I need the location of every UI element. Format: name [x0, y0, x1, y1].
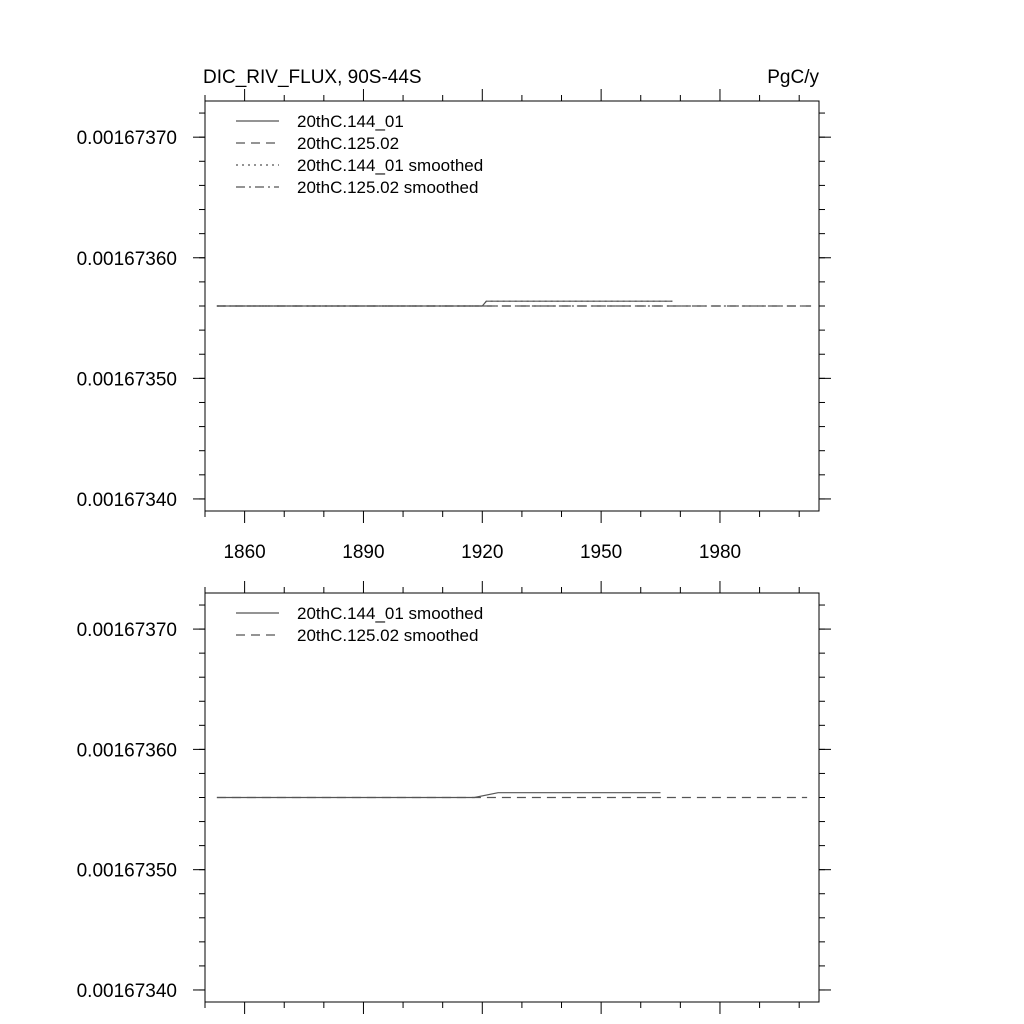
x-tick-label: 1980: [698, 542, 742, 563]
legend-label: 20thC.125.02 smoothed: [297, 626, 479, 645]
series-line-1: [217, 793, 661, 798]
y-tick-label: 0.00167360: [76, 740, 177, 762]
y-tick-label: 0.00167350: [76, 860, 177, 882]
series-line-3: [217, 301, 673, 306]
legend-label: 20thC.144_01: [297, 112, 404, 131]
x-tick-label: 1920: [461, 542, 504, 563]
x-tick-label: 1950: [579, 542, 623, 563]
x-tick-label: 1890: [342, 542, 385, 563]
legend-label: 20thC.144_01 smoothed: [297, 156, 484, 175]
units-label: PgC/y: [767, 67, 819, 88]
x-tick-label: 1860: [223, 542, 266, 563]
chart-panel-1: [77, 67, 831, 563]
y-tick-label: 0.00167370: [76, 620, 177, 642]
y-tick-label: 0.00167350: [76, 369, 177, 391]
chart-panel-2: [77, 581, 831, 1014]
chart-title: DIC_RIV_FLUX, 90S-44S: [203, 67, 422, 88]
y-tick-label: 0.00167340: [76, 980, 177, 1002]
series-line-1: [217, 301, 673, 306]
y-tick-label: 0.00167340: [76, 489, 177, 511]
legend-label: 20thC.125.02: [297, 134, 400, 153]
legend-label: 20thC.144_01 smoothed: [297, 604, 484, 623]
legend-label: 20thC.125.02 smoothed: [297, 178, 479, 197]
y-tick-label: 0.00167370: [76, 128, 177, 150]
y-tick-label: 0.00167360: [76, 248, 177, 270]
